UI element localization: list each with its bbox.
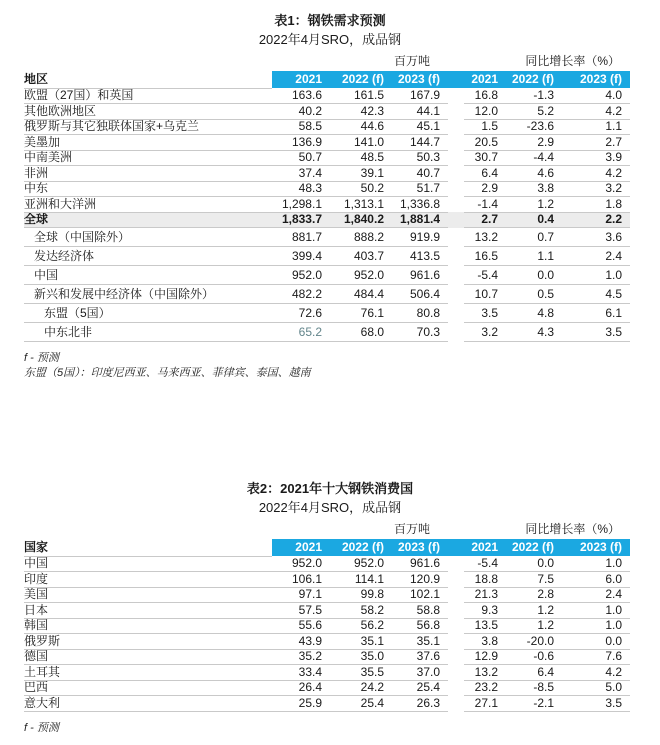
value-cell: 40.7	[392, 166, 448, 182]
value-cell: 97.1	[272, 587, 330, 603]
value-cell: 37.4	[272, 166, 330, 182]
year-header: 2022 (f)	[506, 71, 562, 88]
value-cell: 27.1	[464, 696, 506, 712]
value-cell: 33.4	[272, 665, 330, 681]
row-label: 全球（中国除外）	[24, 228, 272, 247]
column-gap	[448, 181, 464, 197]
table-row	[24, 166, 630, 182]
value-cell: 2.8	[506, 587, 562, 603]
column-gap	[448, 587, 464, 603]
value-cell: 26.3	[392, 696, 448, 712]
value-cell: 4.2	[562, 104, 630, 120]
row-label: 中国	[24, 266, 272, 285]
row-label: 东盟（5国）	[24, 304, 272, 323]
value-cell: 0.5	[506, 285, 562, 304]
row-label: 亚洲和大洋洲	[24, 197, 272, 213]
value-cell: 144.7	[392, 135, 448, 151]
value-cell: 1,298.1	[272, 197, 330, 213]
year-header: 2023 (f)	[562, 71, 630, 88]
column-gap	[448, 556, 464, 572]
value-cell: 25.4	[330, 696, 392, 712]
value-cell: -1.3	[506, 88, 562, 104]
table1-footnotes	[24, 351, 660, 381]
row-label: 日本	[24, 603, 272, 619]
unit-group-label: 百万吨	[394, 522, 431, 536]
year-header: 2021	[272, 539, 330, 556]
value-cell: 1,833.7	[272, 212, 330, 228]
value-cell: 16.8	[464, 88, 506, 104]
value-cell: -5.4	[464, 556, 506, 572]
value-cell: 6.4	[464, 166, 506, 182]
column-gap	[448, 665, 464, 681]
table-row	[24, 247, 630, 266]
value-cell: 3.2	[562, 181, 630, 197]
total-row	[24, 212, 630, 228]
value-cell: 13.5	[464, 618, 506, 634]
value-cell: 12.0	[464, 104, 506, 120]
group-gap	[448, 55, 464, 71]
column-gap	[448, 197, 464, 213]
value-cell: -0.6	[506, 649, 562, 665]
table-row	[24, 119, 630, 135]
value-cell: 30.7	[464, 150, 506, 166]
table-row	[24, 665, 630, 681]
year-header-row	[24, 539, 630, 556]
year-header: 2023 (f)	[562, 539, 630, 556]
column-gap	[448, 150, 464, 166]
value-cell: 1,336.8	[392, 197, 448, 213]
group-gap	[448, 523, 464, 539]
value-cell: 163.6	[272, 88, 330, 104]
year-header: 2023 (f)	[392, 539, 448, 556]
table-row	[24, 197, 630, 213]
value-cell: 3.8	[464, 634, 506, 650]
value-cell: 1.1	[562, 119, 630, 135]
value-cell: 3.6	[562, 228, 630, 247]
value-cell: 13.2	[464, 228, 506, 247]
value-cell: 1.0	[562, 603, 630, 619]
value-cell: 399.4	[272, 247, 330, 266]
value-cell: 919.9	[392, 228, 448, 247]
value-cell: 1.2	[506, 603, 562, 619]
value-cell: 58.8	[392, 603, 448, 619]
value-cell: 65.2	[272, 323, 330, 342]
value-cell: 1.0	[562, 618, 630, 634]
value-cell: 3.9	[562, 150, 630, 166]
value-cell: 18.8	[464, 572, 506, 588]
value-cell: 35.2	[272, 649, 330, 665]
column-gap	[448, 680, 464, 696]
value-cell: 167.9	[392, 88, 448, 104]
value-cell: 952.0	[330, 556, 392, 572]
value-cell: 4.8	[506, 304, 562, 323]
value-cell: 0.0	[506, 556, 562, 572]
value-cell: -4.4	[506, 150, 562, 166]
value-cell: 0.0	[506, 266, 562, 285]
value-cell: 50.2	[330, 181, 392, 197]
value-cell: 10.7	[464, 285, 506, 304]
value-cell: 1.5	[464, 119, 506, 135]
table1-title: 表1：钢铁需求预测	[274, 13, 386, 28]
value-cell: 4.5	[562, 285, 630, 304]
value-cell: 4.2	[562, 166, 630, 182]
value-cell: 961.6	[392, 266, 448, 285]
value-cell: 55.6	[272, 618, 330, 634]
year-header: 2023 (f)	[392, 71, 448, 88]
table-row	[24, 181, 630, 197]
value-cell: 13.2	[464, 665, 506, 681]
row-label: 新兴和发展中经济体（中国除外）	[24, 285, 272, 304]
column-gap	[448, 166, 464, 182]
value-cell: 12.9	[464, 649, 506, 665]
row-label: 中国	[24, 556, 272, 572]
table2-title: 表2：2021年十大钢铁消费国	[246, 481, 414, 496]
year-header: 2022 (f)	[330, 539, 392, 556]
group-header-row	[24, 523, 630, 539]
table-row	[24, 104, 630, 120]
row-label: 意大利	[24, 696, 272, 712]
value-cell: 50.3	[392, 150, 448, 166]
value-cell: 3.2	[464, 323, 506, 342]
row-label: 韩国	[24, 618, 272, 634]
value-cell: 72.6	[272, 304, 330, 323]
value-cell: 58.5	[272, 119, 330, 135]
value-cell: 413.5	[392, 247, 448, 266]
value-cell: 4.2	[562, 665, 630, 681]
value-cell: 2.7	[464, 212, 506, 228]
column-gap	[448, 135, 464, 151]
row-dimension-label: 地区	[24, 71, 272, 88]
value-cell: 16.5	[464, 247, 506, 266]
value-cell: 952.0	[272, 556, 330, 572]
value-cell: -5.4	[464, 266, 506, 285]
column-gap	[448, 649, 464, 665]
group-header-spacer	[24, 523, 272, 539]
value-cell: 1.2	[506, 618, 562, 634]
row-label: 中东北非	[24, 323, 272, 342]
value-cell: 40.2	[272, 104, 330, 120]
value-cell: 21.3	[464, 587, 506, 603]
table-row	[24, 135, 630, 151]
value-cell: 888.2	[330, 228, 392, 247]
value-cell: 1,881.4	[392, 212, 448, 228]
row-label: 俄罗斯与其它独联体国家+乌克兰	[24, 119, 272, 135]
value-cell: 48.5	[330, 150, 392, 166]
header-gap	[448, 71, 464, 88]
value-cell: 161.5	[330, 88, 392, 104]
column-gap	[448, 119, 464, 135]
value-cell: 403.7	[330, 247, 392, 266]
table-row	[24, 304, 630, 323]
value-cell: -20.0	[506, 634, 562, 650]
table-row	[24, 572, 630, 588]
top-consumers-section	[0, 480, 660, 736]
column-gap	[448, 618, 464, 634]
value-cell: -23.6	[506, 119, 562, 135]
value-cell: 141.0	[330, 135, 392, 151]
value-cell: 80.8	[392, 304, 448, 323]
unit-group-label: 百万吨	[394, 54, 431, 68]
growth-group-label: 同比增长率（%）	[525, 54, 621, 68]
value-cell: 0.0	[562, 634, 630, 650]
value-cell: 3.5	[464, 304, 506, 323]
top-consumers-table	[24, 523, 630, 712]
table2-footnotes	[24, 721, 660, 736]
value-cell: 5.2	[506, 104, 562, 120]
group-header-row	[24, 55, 630, 71]
value-cell: 39.1	[330, 166, 392, 182]
value-cell: 4.6	[506, 166, 562, 182]
value-cell: 3.5	[562, 696, 630, 712]
demand-forecast-table	[24, 55, 630, 342]
value-cell: 25.4	[392, 680, 448, 696]
value-cell: 482.2	[272, 285, 330, 304]
column-gap	[448, 323, 464, 342]
value-cell: 1.8	[562, 197, 630, 213]
value-cell: 35.1	[392, 634, 448, 650]
value-cell: 9.3	[464, 603, 506, 619]
table-row	[24, 556, 630, 572]
value-cell: -8.5	[506, 680, 562, 696]
table-row	[24, 228, 630, 247]
footnote-forecast: f - 预测	[24, 352, 59, 364]
table-row	[24, 603, 630, 619]
row-label: 全球	[24, 212, 272, 228]
value-cell: 24.2	[330, 680, 392, 696]
value-cell: 37.0	[392, 665, 448, 681]
value-cell: 57.5	[272, 603, 330, 619]
value-cell: 42.3	[330, 104, 392, 120]
column-gap	[448, 88, 464, 104]
value-cell: 6.4	[506, 665, 562, 681]
value-cell: 952.0	[272, 266, 330, 285]
column-gap	[448, 572, 464, 588]
year-header: 2022 (f)	[330, 71, 392, 88]
value-cell: 23.2	[464, 680, 506, 696]
value-cell: 1.2	[506, 197, 562, 213]
value-cell: 106.1	[272, 572, 330, 588]
row-label: 非洲	[24, 166, 272, 182]
table-row	[24, 634, 630, 650]
table-row	[24, 680, 630, 696]
value-cell: 7.6	[562, 649, 630, 665]
table-row	[24, 696, 630, 712]
value-cell: 2.9	[506, 135, 562, 151]
value-cell: 1,840.2	[330, 212, 392, 228]
table-row	[24, 649, 630, 665]
value-cell: 881.7	[272, 228, 330, 247]
table-row	[24, 618, 630, 634]
value-cell: 70.3	[392, 323, 448, 342]
table1-subtitle: 2022年4月SRO，成品钢	[258, 32, 402, 47]
row-label: 中东	[24, 181, 272, 197]
row-label: 其他欧洲地区	[24, 104, 272, 120]
value-cell: 0.7	[506, 228, 562, 247]
value-cell: 25.9	[272, 696, 330, 712]
value-cell: 56.2	[330, 618, 392, 634]
column-gap	[448, 266, 464, 285]
row-label: 美墨加	[24, 135, 272, 151]
column-gap	[448, 634, 464, 650]
value-cell: 37.6	[392, 649, 448, 665]
value-cell: 2.2	[562, 212, 630, 228]
value-cell: 1.0	[562, 556, 630, 572]
value-cell: 35.1	[330, 634, 392, 650]
value-cell: 45.1	[392, 119, 448, 135]
table-row	[24, 88, 630, 104]
value-cell: 2.9	[464, 181, 506, 197]
value-cell: 43.9	[272, 634, 330, 650]
value-cell: 1.1	[506, 247, 562, 266]
value-cell: 136.9	[272, 135, 330, 151]
value-cell: 35.0	[330, 649, 392, 665]
value-cell: 1.0	[562, 266, 630, 285]
value-cell: 952.0	[330, 266, 392, 285]
table-row	[24, 587, 630, 603]
value-cell: 5.0	[562, 680, 630, 696]
group-header-spacer	[24, 55, 272, 71]
value-cell: 3.5	[562, 323, 630, 342]
steel-demand-forecast-section	[0, 12, 660, 381]
column-gap	[448, 304, 464, 323]
value-cell: 26.4	[272, 680, 330, 696]
value-cell: 68.0	[330, 323, 392, 342]
value-cell: 58.2	[330, 603, 392, 619]
value-cell: 2.4	[562, 247, 630, 266]
table2-subtitle: 2022年4月SRO，成品钢	[258, 500, 402, 515]
year-header: 2021	[464, 539, 506, 556]
value-cell: 4.3	[506, 323, 562, 342]
row-label: 发达经济体	[24, 247, 272, 266]
growth-group-label: 同比增长率（%）	[525, 522, 621, 536]
value-cell: 1,313.1	[330, 197, 392, 213]
row-label: 巴西	[24, 680, 272, 696]
value-cell: 102.1	[392, 587, 448, 603]
column-gap	[448, 696, 464, 712]
column-gap	[448, 285, 464, 304]
year-header: 2022 (f)	[506, 539, 562, 556]
value-cell: 48.3	[272, 181, 330, 197]
row-dimension-label: 国家	[24, 539, 272, 556]
row-label: 欧盟（27国）和英国	[24, 88, 272, 104]
row-label: 土耳其	[24, 665, 272, 681]
value-cell: 51.7	[392, 181, 448, 197]
footnote-forecast: f - 预测	[24, 721, 59, 734]
value-cell: 20.5	[464, 135, 506, 151]
value-cell: 35.5	[330, 665, 392, 681]
value-cell: 99.8	[330, 587, 392, 603]
row-label: 美国	[24, 587, 272, 603]
value-cell: 506.4	[392, 285, 448, 304]
value-cell: 2.7	[562, 135, 630, 151]
row-label: 中南美洲	[24, 150, 272, 166]
header-gap	[448, 539, 464, 556]
value-cell: 0.4	[506, 212, 562, 228]
year-header: 2021	[272, 71, 330, 88]
value-cell: 3.8	[506, 181, 562, 197]
year-header-row	[24, 71, 630, 88]
column-gap	[448, 247, 464, 266]
value-cell: 6.0	[562, 572, 630, 588]
value-cell: 114.1	[330, 572, 392, 588]
value-cell: 4.0	[562, 88, 630, 104]
year-header: 2021	[464, 71, 506, 88]
value-cell: 961.6	[392, 556, 448, 572]
column-gap	[448, 212, 464, 228]
value-cell: 76.1	[330, 304, 392, 323]
table-row	[24, 285, 630, 304]
value-cell: -2.1	[506, 696, 562, 712]
value-cell: 44.6	[330, 119, 392, 135]
value-cell: 56.8	[392, 618, 448, 634]
column-gap	[448, 104, 464, 120]
value-cell: 484.4	[330, 285, 392, 304]
value-cell: 7.5	[506, 572, 562, 588]
column-gap	[448, 228, 464, 247]
value-cell: 44.1	[392, 104, 448, 120]
value-cell: 2.4	[562, 587, 630, 603]
table-row	[24, 150, 630, 166]
table-row	[24, 266, 630, 285]
row-label: 德国	[24, 649, 272, 665]
value-cell: -1.4	[464, 197, 506, 213]
footnote-asean: 东盟（5国）：印度尼西亚、马来西亚、菲律宾、泰国、越南	[24, 367, 311, 379]
value-cell: 50.7	[272, 150, 330, 166]
row-label: 印度	[24, 572, 272, 588]
value-cell: 120.9	[392, 572, 448, 588]
value-cell: 6.1	[562, 304, 630, 323]
column-gap	[448, 603, 464, 619]
row-label: 俄罗斯	[24, 634, 272, 650]
table-row	[24, 323, 630, 342]
